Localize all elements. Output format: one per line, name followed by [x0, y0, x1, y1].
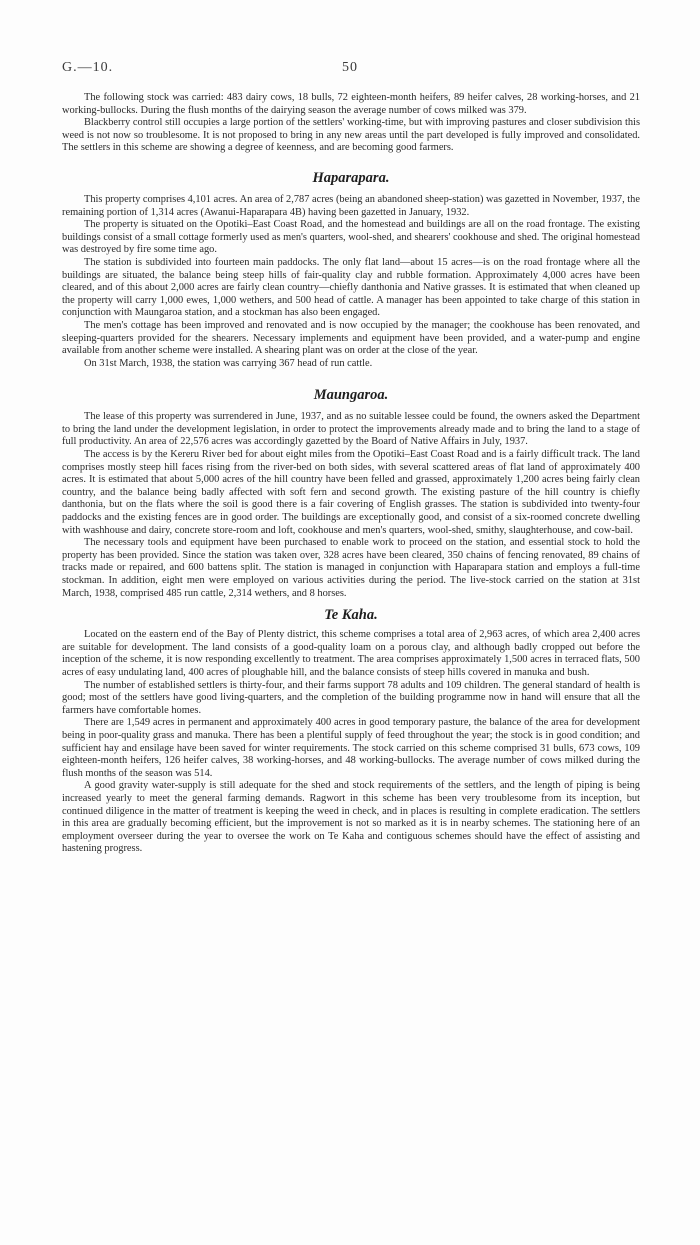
- paragraph: The access is by the Kereru River bed for about eight miles from the Opotiki–East Coast Road and is a fairly difficult track. The land comprises mostly steep hill faces rising from the river-bed on both sides, with several scattered areas of flat land of approximately 400 acres. It is estimated that about 5,000 acres of the hill country have been felled and grassed, approximately 1,200 acres being fairly clean country, and the balance being badly affected with soft fern and second growth. The existing pasture of the hill country is chiefly danthonia, but on the flats where the soil is good there is a fair covering of English grasses. The station is subdivided into twenty-four paddocks and the existing fences are in good order. The buildings are exceptionally good, and consist of a six-roomed concrete dwelling with washhouse and dairy, concrete store-room and loft, cookhouse and men's quarters, wool-shed, smithy, slaughterhouse, and cow-bail.: [62, 449, 640, 536]
- section-heading: Haparapara.: [312, 169, 390, 186]
- report-code: G.—10.: [62, 60, 114, 75]
- paragraph: The station is subdivided into fourteen main paddocks. The only flat land—about 15 acres—is on the road frontage where all the buildings are situated, the balance being steep hills of fair-quality clay and rubble formation. Approximately 4,000 acres have been cleared, and of this about 2,000 acres are fairly clean country—chiefly danthonia and Native grasses. It is estimated that when cleaned up the property will carry 1,000 ewes, 1,000 wethers, and 500 head of cattle. A manager has been appointed to take charge of this station in conjunction with Maungaroa station, and a stockman has also been engaged.: [62, 256, 640, 319]
- paragraph: This property comprises 4,101 acres. An area of 2,787 acres (being an abandoned sheep-station) was gazetted in November, 1937, the remaining portion of 1,314 acres (Awanui-Haparapara 4B) having been gazetted in January, 1932.: [62, 193, 640, 218]
- paragraph: On 31st March, 1938, the station was carrying 367 head of run cattle.: [84, 357, 373, 369]
- paragraph: There are 1,549 acres in permanent and approximately 400 acres in good temporary pasture, the balance of the area for development being in poor-quality grass and manuka. There has been a plentiful supply of feed throughout the year; the stock is in good condition; and sufficient hay and ensilage have been saved for winter requirements. The stock carried on this scheme comprised 31 bulls, 673 cows, 109 eighteen-month heifers, 126 heifer calves, 38 working-horses, and 48 working-bullocks. The average number of cows milked during the flush months of the season was 514.: [62, 717, 640, 779]
- section-heading: Te Kaha.: [324, 607, 378, 624]
- paragraph: The necessary tools and equipment have been purchased to enable work to proceed on the station, and essential stock to hold the property has been provided. Since the station was taken over, 328 acres have been cleared, 350 chains of fencing renovated, 89 chains of tracks made or repaired, and 600 battens split. The station is managed in conjunction with Haparapara station and employs a full-time stockman. In addition, eight men were employed on various activities during the period. The live-stock carried on the station at 31st March, 1938, comprised 485 run cattle, 2,314 wethers, and 8 horses.: [62, 537, 640, 599]
- section-haparapara: [62, 169, 640, 370]
- paragraph: A good gravity water-supply is still adequate for the shed and stock requirements of the settlers, and the length of piping is being increased yearly to meet the general farming demands. Ragwort in this scheme has been very troublesome from its inception, but continued diligence in the matter of treatment is keeping the weed in check, and in places is resulting in complete eradication. The settlers in this area are gradually becoming efficient, but the improvement is not so marked as it is in nearby schemes. The stationing here of an employment overseer during the year to oversee the work on Te Kaha and contiguous schemes should have the effect of assisting and hastening progress.: [62, 780, 640, 855]
- paragraph: Located on the eastern end of the Bay of Plenty district, this scheme comprises a total area of 2,963 acres, of which area 2,400 acres are suitable for development. The land consists of a good-quality loam on a porous clay, and although badly cropped out before the inception of the scheme, it is now responding excellently to treatment. The area comprises approximately 1,500 acres in terraced flats, 500 acres of easy undulating land, 400 acres of ploughable hill, and the balance consists of steep hills covered in manuka and bush.: [62, 629, 640, 678]
- page-number: 50: [342, 60, 358, 75]
- paragraph: The lease of this property was surrendered in June, 1937, and as no suitable lessee could be found, the owners asked the Department to bring the land under the development legislation, in order to protect the improvements already made and to bring the land to a stage of full productivity. An area of 22,576 acres was accordingly gazetted by the Board of Native Affairs in July, 1937.: [62, 411, 640, 448]
- section-heading: Maungaroa.: [313, 387, 389, 404]
- document-body: [62, 92, 640, 856]
- paragraph: Blackberry control still occupies a large portion of the settlers' working-time, but with improving pastures and closer subdivision this weed is not now so troublesome. It is not proposed to bring in any new areas until the part developed is fully improved and consolidated. The settlers in this scheme are showing a degree of keenness, and are becoming good farmers.: [62, 117, 640, 154]
- paragraph: The property is situated on the Opotiki–East Coast Road, and the homestead and buildings are all on the road frontage. The existing buildings consist of a small cottage formerly used as men's quarters, wool-shed, and shearers' cookhouse and shed. The original homestead was destroyed by fire some time ago.: [62, 219, 640, 256]
- paragraph: The number of established settlers is thirty-four, and their farms support 78 adults and 109 children. The general standard of health is good; most of the settlers have good living-quarters, and the completion of the building programme now in hand will ensure that all the farmers have comfortable homes.: [62, 679, 640, 716]
- paragraph: The men's cottage has been improved and renovated and is now occupied by the manager; the cookhouse has been renovated, and sleeping-quarters provided for the shearers. Necessary implements and equipment have been provided, and a water-pump and engine available from another scheme were installed. A shearing plant was on order at the close of the year.: [62, 319, 640, 357]
- section-te-kaha: [62, 606, 640, 856]
- paragraph: The following stock was carried: 483 dairy cows, 18 bulls, 72 eighteen-month heifers, 89 heifer calves, 28 working-horses, and 21 working-bullocks. During the flush months of the dairying season the average number of cows milked was 379.: [62, 92, 640, 116]
- section-intro: [62, 92, 640, 155]
- section-maungaroa: [62, 386, 640, 600]
